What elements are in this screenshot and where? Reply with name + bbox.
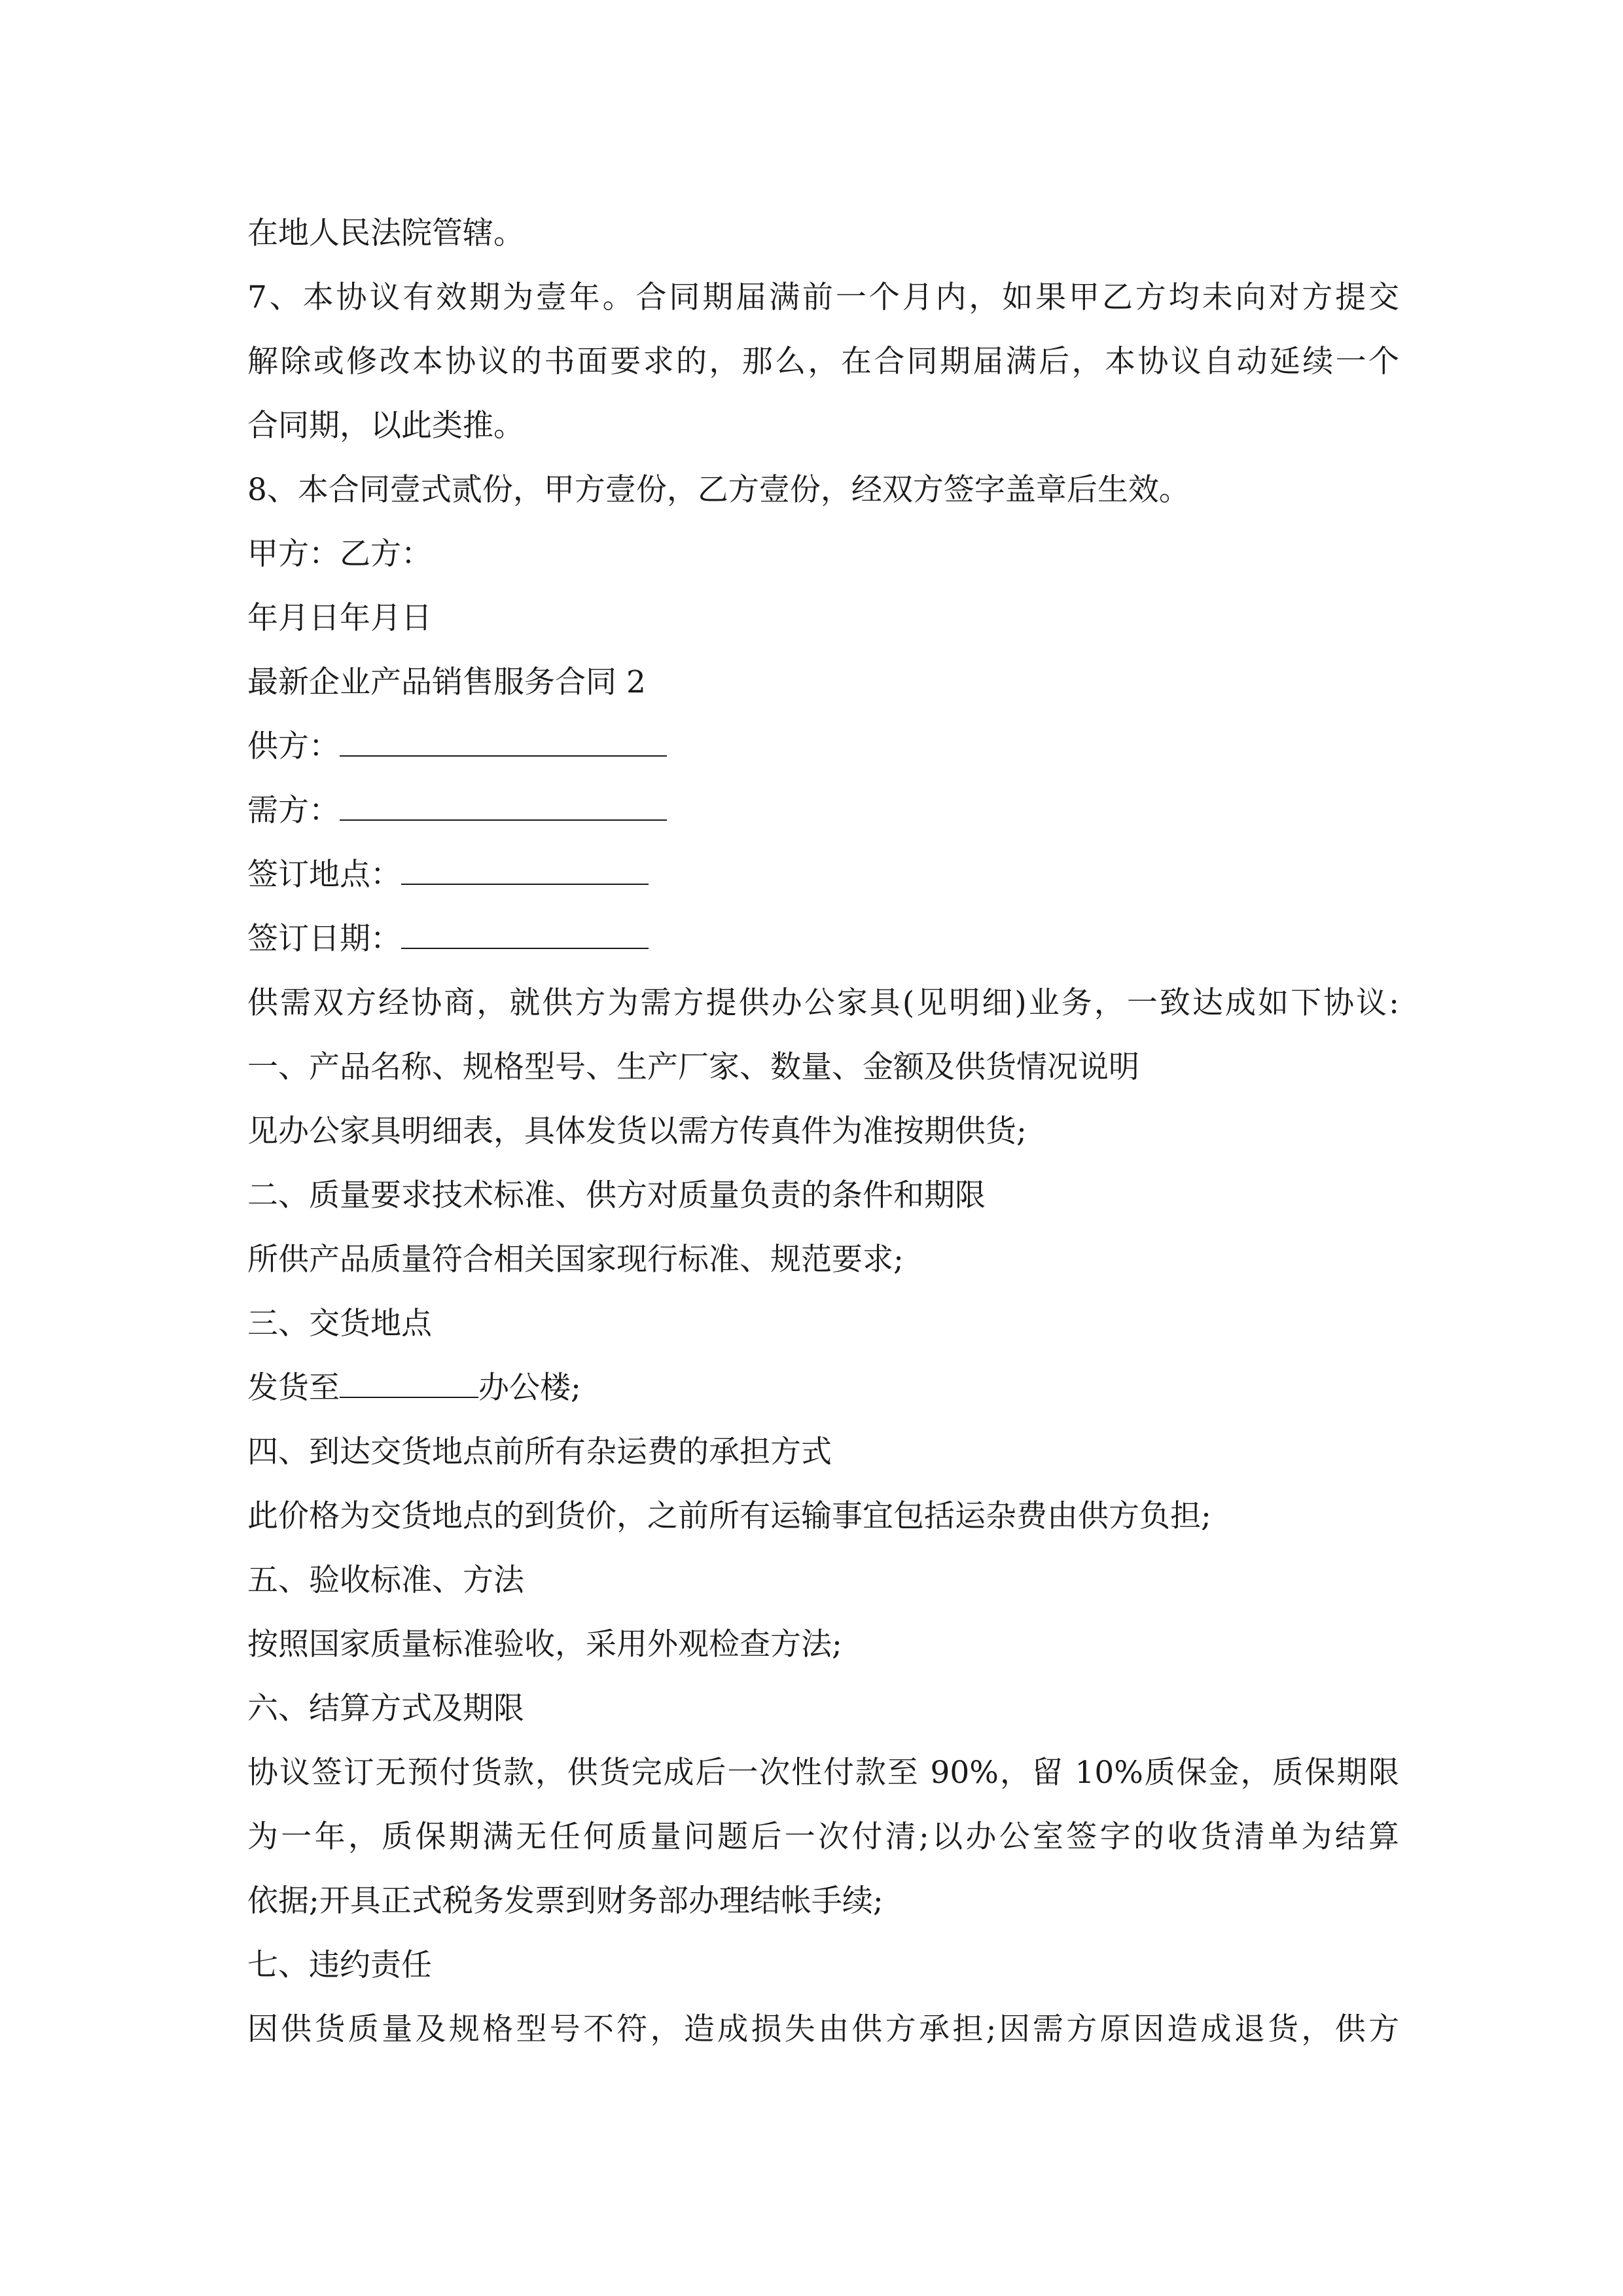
text-line: 在地人民法院管辖。 [247, 215, 524, 251]
text-line: 为一年，质保期满无任何质量问题后一次付清;以办公室签字的收货清单为结算 [247, 1819, 1399, 1855]
text-line: 所供产品质量符合相关国家现行标准、规范要求; [247, 1242, 904, 1278]
delivery-prefix: 发货至 [247, 1370, 340, 1406]
text-line: 按照国家质量标准验收，采用外观检查方法; [247, 1626, 842, 1662]
section-heading: 二、质量要求技术标准、供方对质量负责的条件和期限 [247, 1177, 986, 1213]
delivery-blank [340, 1373, 478, 1398]
sign-date-field [247, 907, 1399, 971]
section-heading: 一、产品名称、规格型号、生产厂家、数量、金额及供货情况说明 [247, 1049, 1139, 1085]
contract-title: 最新企业产品销售服务合同 2 [247, 664, 646, 700]
buyer-label: 需方： [247, 793, 340, 829]
text-line: 此价格为交货地点的到货价，之前所有运输事宜包括运杂费由供方负担; [247, 1498, 1211, 1534]
buyer-field [247, 779, 1399, 843]
signature-parties-line: 甲方：乙方： [247, 536, 432, 572]
text-line: 7、本协议有效期为壹年。合同期届满前一个月内，如果甲乙方均未向对方提交 [247, 279, 1399, 315]
sign-date-blank [401, 924, 649, 949]
section-heading: 三、交货地点 [247, 1306, 432, 1342]
supplier-field [247, 715, 1399, 779]
section-heading: 六、结算方式及期限 [247, 1691, 524, 1727]
signature-date-line: 年月日年月日 [247, 600, 432, 636]
text-line: 协议签订无预付货款，供货完成后一次性付款至 90%，留 10%质保金，质保期限 [247, 1755, 1399, 1791]
delivery-line [247, 1356, 1399, 1420]
sign-place-blank [401, 860, 649, 885]
supplier-blank [340, 732, 667, 757]
section-heading: 七、违约责任 [247, 1947, 432, 1983]
buyer-blank [340, 796, 667, 821]
document-body [247, 202, 1399, 2062]
text-line: 依据;开具正式税务发票到财务部办理结帐手续; [247, 1883, 883, 1919]
sign-date-label: 签订日期： [247, 921, 401, 957]
text-line: 供需双方经协商，就供方为需方提供办公家具(见明细)业务，一致达成如下协议: [247, 985, 1399, 1021]
delivery-suffix: 办公楼; [478, 1370, 581, 1406]
text-line: 因供货质量及规格型号不符，造成损失由供方承担;因需方原因造成退货，供方 [247, 2011, 1399, 2047]
text-line: 见办公家具明细表，具体发货以需方传真件为准按期供货; [247, 1113, 1027, 1149]
sign-place-label: 签订地点： [247, 857, 401, 893]
sign-place-field [247, 843, 1399, 907]
text-line: 合同期，以此类推。 [247, 408, 524, 444]
supplier-label: 供方： [247, 728, 340, 764]
section-heading: 五、验收标准、方法 [247, 1562, 524, 1598]
text-line: 解除或修改本协议的书面要求的，那么，在合同期届满后，本协议自动延续一个 [247, 344, 1399, 380]
text-line: 8、本合同壹式贰份，甲方壹份，乙方壹份，经双方签字盖章后生效。 [247, 472, 1190, 508]
section-heading: 四、到达交货地点前所有杂运费的承担方式 [247, 1434, 832, 1470]
